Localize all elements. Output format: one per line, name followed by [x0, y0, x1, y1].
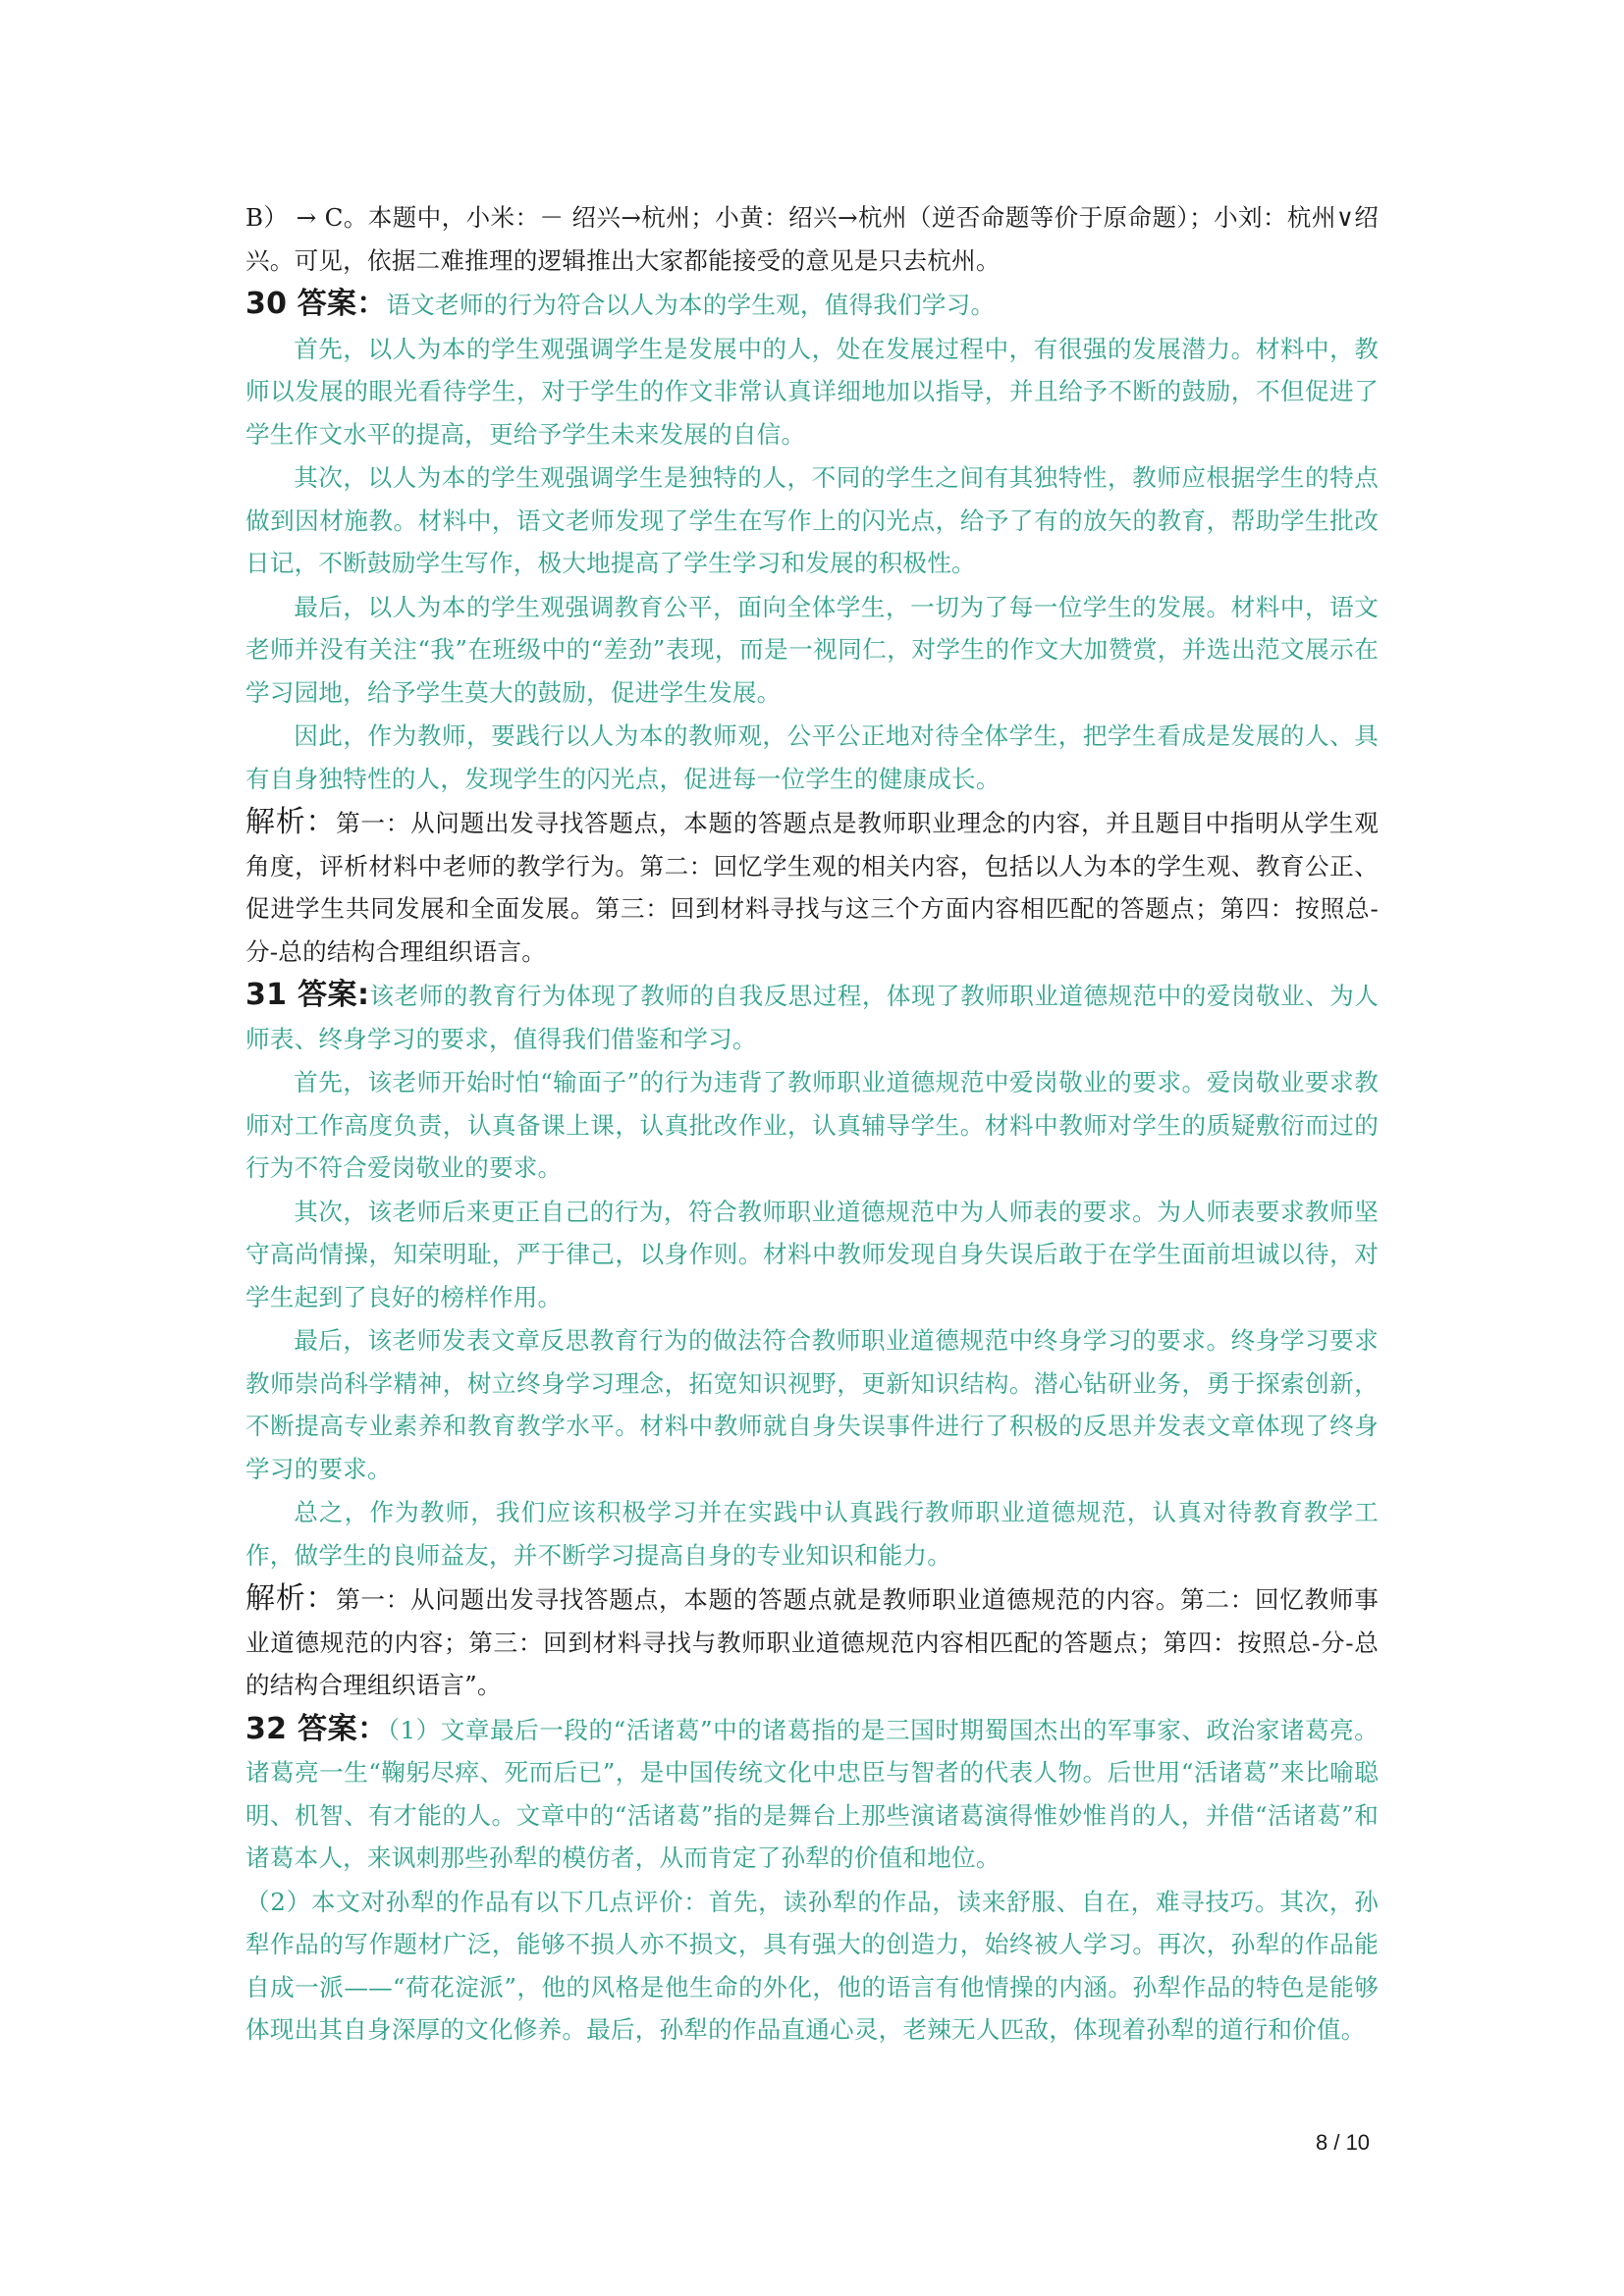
q31-analysis-label: 解析：: [245, 1581, 337, 1616]
q32-answer-part-1: [245, 1708, 1379, 1880]
page-number: 8 / 10: [1316, 2130, 1371, 2155]
q30-answer-label: 30 答案：: [245, 287, 387, 321]
q31-answer-label: 31 答案:: [245, 978, 370, 1012]
q32-answer-part-2: （2）本文对孙犁的作品有以下几点评价：首先，读孙犁的作品，读来舒服、自在，难寻技巧。其次，孙犁作品的写作题材广泛，能够不损人亦不损文，具有强大的创造力，始终被人学习。再次，孙犁的作品能自成一派——“荷花淀派”，他的风格是他生命的外化，他的语言有他情操的内涵。孙犁作品的特色是能够体现出其自身深厚的文化修养。最后，孙犁的作品直通心灵，老辣无人匹敌，体现着孙犁的道行和价值。: [245, 1887, 1379, 2044]
q30-answer-summary: 语文老师的行为符合以人为本的学生观，值得我们学习。: [386, 291, 996, 319]
intro-paragraph: B） → C。本题中，小米：－ 绍兴→杭州；小黄：绍兴→杭州（逆否命题等价于原命题）；小刘：杭州∨绍兴。可见，依据二难推理的逻辑推出大家都能接受的意见是只去杭州。: [245, 203, 1379, 275]
document-body: [245, 196, 1379, 2053]
q31-paragraph-4: 总之，作为教师，我们应该积极学习并在实践中认真践行教师职业道德规范，认真对待教育教学工作，做学生的良师益友，并不断学习提高自身的专业知识和能力。: [245, 1498, 1379, 1570]
q31-paragraph-1: 首先，该老师开始时怕“输面子”的行为违背了教师职业道德规范中爱岗敬业的要求。爱岗敬业要求教师对工作高度负责，认真备课上课，认真批改作业，认真辅导学生。材料中教师对学生的质疑敷衍而过的行为不符合爱岗敬业的要求。: [245, 1068, 1379, 1182]
q31-answer-heading: [245, 974, 1379, 1060]
q32-answer-label: 32 答案：: [245, 1711, 388, 1746]
q30-analysis-text: 第一：从问题出发寻找答题点，本题的答题点是教师职业理念的内容，并且题目中指明从学生观角度，评析材料中老师的教学行为。第二：回忆学生观的相关内容，包括以人为本的学生观、教育公正、促进学生共同发展和全面发展。第三：回到材料寻找与这三个方面内容相匹配的答题点；第四：按照总-分-总的结构合理组织语言。: [245, 809, 1379, 966]
q31-analysis-text: 第一：从问题出发寻找答题点，本题的答题点就是教师职业道德规范的内容。第二：回忆教师事业道德规范的内容；第三：回到材料寻找与教师职业道德规范内容相匹配的答题点；第四：按照总-分-总的结构合理组织语言”。: [245, 1585, 1379, 1699]
q31-analysis: [245, 1577, 1379, 1707]
q31-paragraph-3: 最后，该老师发表文章反思教育行为的做法符合教师职业道德规范中终身学习的要求。终身学习要求教师崇尚科学精神，树立终身学习理念，拓宽知识视野，更新知识结构。潜心钻研业务，勇于探索创新，不断提高专业素养和教育教学水平。材料中教师就自身失误事件进行了积极的反思并发表文章体现了终身学习的要求。: [245, 1326, 1379, 1483]
q30-analysis-label: 解析：: [245, 805, 337, 839]
q31-answer-summary: 该老师的教育行为体现了教师的自我反思过程，体现了教师职业道德规范中的爱岗敬业、为人师表、终身学习的要求，值得我们借鉴和学习。: [245, 982, 1380, 1053]
q31-paragraph-2: 其次，该老师后来更正自己的行为，符合教师职业道德规范中为人师表的要求。为人师表要求教师坚守高尚情操，知荣明耻，严于律己，以身作则。材料中教师发现自身失误后敢于在学生面前坦诚以待，对学生起到了良好的榜样作用。: [245, 1197, 1379, 1311]
q30-answer-heading: [245, 283, 1379, 327]
q30-analysis: [245, 801, 1379, 973]
q30-paragraph-3: 最后，以人为本的学生观强调教育公平，面向全体学生，一切为了每一位学生的发展。材料中，语文老师并没有关注“我”在班级中的“差劲”表现，而是一视同仁，对学生的作文大加赞赏，并选出范文展示在学习园地，给予学生莫大的鼓励，促进学生发展。: [245, 592, 1379, 707]
q30-paragraph-4: 因此，作为教师，要践行以人为本的教师观，公平公正地对待全体学生，把学生看成是发展的人、具有自身独特性的人，发现学生的闪光点，促进每一位学生的健康成长。: [245, 721, 1379, 793]
q30-paragraph-1: 首先，以人为本的学生观强调学生是发展中的人，处在发展过程中，有很强的发展潜力。材料中，教师以发展的眼光看待学生，对于学生的作文非常认真详细地加以指导，并且给予不断的鼓励，不但促进了学生作文水平的提高，更给予学生未来发展的自信。: [245, 334, 1379, 449]
q30-paragraph-2: 其次，以人为本的学生观强调学生是独特的人，不同的学生之间有其独特性，教师应根据学生的特点做到因材施教。材料中，语文老师发现了学生在写作上的闪光点，给予了有的放矢的教育，帮助学生批改日记，不断鼓励学生写作，极大地提高了学生学习和发展的积极性。: [245, 463, 1379, 577]
q32-part-1-text: （1）文章最后一段的“活诸葛”中的诸葛指的是三国时期蜀国杰出的军事家、政治家诸葛亮。诸葛亮一生“鞠躬尽瘁、死而后已”，是中国传统文化中忠臣与智者的代表人物。后世用“活诸葛”来比喻聪明、机智、有才能的人。文章中的“活诸葛”指的是舞台上那些演诸葛演得惟妙惟肖的人，并借“活诸葛”和诸葛本人，来讽刺那些孙犁的模仿者，从而肯定了孙犁的价值和地位。: [245, 1715, 1379, 1872]
